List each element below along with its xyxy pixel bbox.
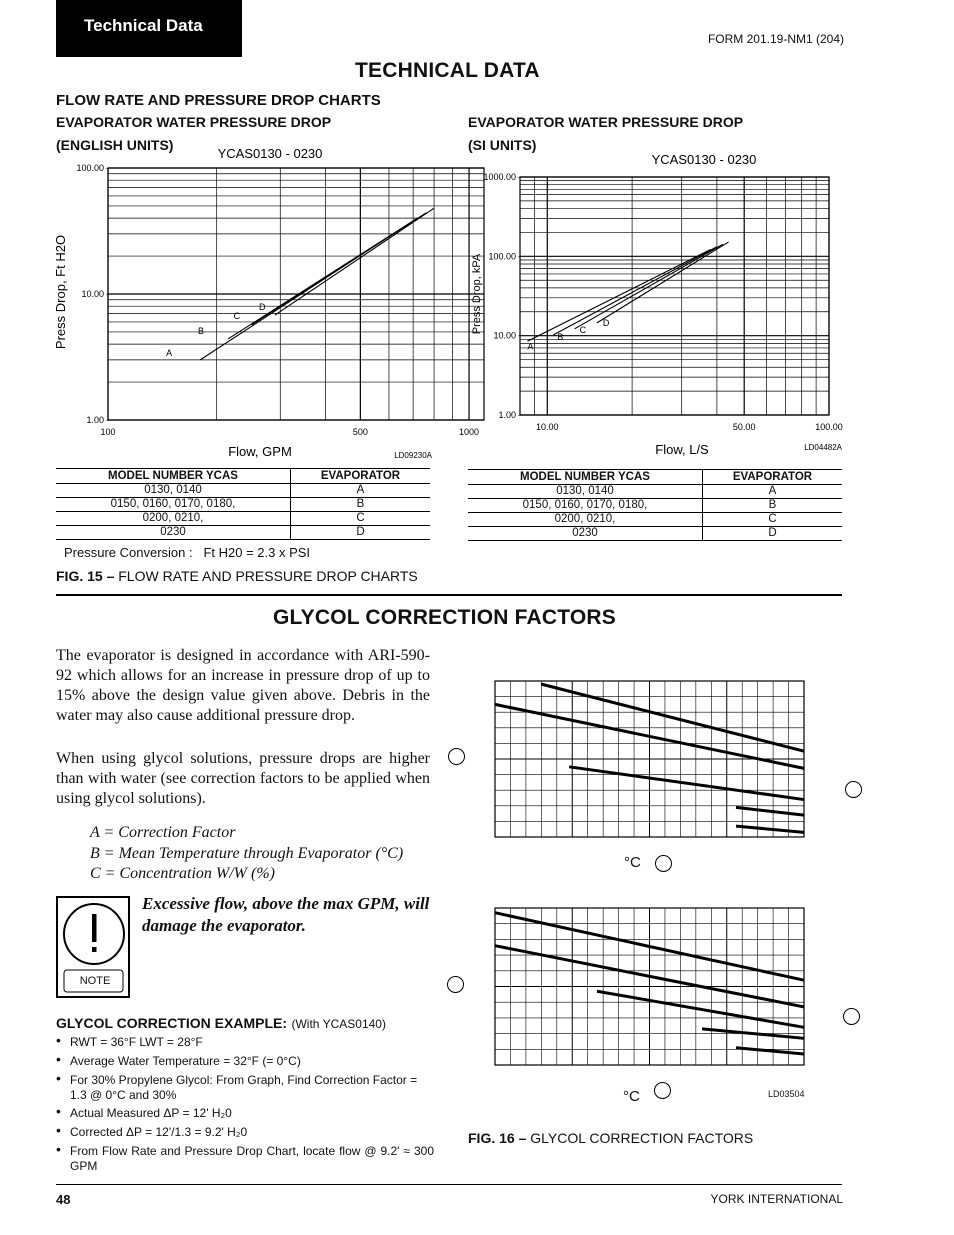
page-number: 48 (56, 1192, 71, 1207)
note-label: NOTE (79, 975, 111, 987)
graph1-label-b-circle (655, 855, 672, 872)
page-title: TECHNICAL DATA (355, 59, 540, 82)
glycol-curve (569, 767, 804, 800)
list-item: • RWT = 36°F LWT = 28°F (56, 1035, 434, 1050)
table-row (468, 485, 842, 499)
col-header-model: MODEL NUMBER YCAS (56, 469, 291, 484)
series-label-a: A (527, 341, 534, 352)
y-tick-label: 100.00 (76, 163, 104, 173)
cell-evap: A (703, 485, 843, 499)
y-tick-label: 1.00 (86, 415, 104, 425)
cell-evap: C (703, 513, 843, 527)
glycol-curve (736, 826, 804, 832)
cell-model: 0150, 0160, 0170, 0180, (56, 498, 291, 512)
chart-subtitle: YCAS0130 - 0230 (217, 146, 323, 161)
y-tick-label: 1000.00 (483, 172, 516, 182)
cell-model: 0200, 0210, (56, 512, 291, 526)
x-tick-label: 1000 (459, 427, 480, 437)
list-item: • Actual Measured ΔP = 12' H₂0 (56, 1106, 434, 1121)
list-item: • From Flow Rate and Pressure Drop Chart, locate flow @ 9.2' ≈ 300 GPM (56, 1141, 434, 1173)
bullet-text: Average Water Temperature = 32°F (= 0°C) (70, 1054, 301, 1068)
left-chart-units: (ENGLISH UNITS) (56, 137, 174, 153)
cell-evap: C (291, 512, 431, 526)
x-tick-label: 10.00 (536, 422, 559, 432)
table-row (56, 512, 430, 526)
series-line-a (527, 249, 710, 341)
y-tick-label: 100.00 (488, 251, 516, 262)
footer-divider (56, 1184, 842, 1185)
y-tick-mark: - (106, 415, 109, 425)
y-tick-label: 1.00 (498, 410, 516, 420)
model-table-left (56, 468, 430, 540)
right-chart-title: EVAPORATOR WATER PRESSURE DROP (468, 114, 744, 130)
legend-c: C = Concentration W/W (%) (90, 865, 275, 882)
graph-reference: LD03504 (768, 1089, 805, 1099)
table-row (56, 498, 430, 512)
y-tick-mark: - (518, 251, 521, 262)
x-tick-label: 50.00 (732, 422, 756, 432)
series-label-b: B (557, 331, 564, 342)
flow-heading: FLOW RATE AND PRESSURE DROP CHARTS (56, 92, 381, 109)
glycol-title: GLYCOL CORRECTION FACTORS (273, 606, 616, 629)
x-tick-label: 500 (352, 427, 368, 437)
graph1-label-a-circle (448, 748, 465, 765)
pressure-conversion: Pressure Conversion : Ft H20 = 2.3 x PSI (64, 545, 311, 560)
glycol-para-1: The evaporator is designed in accordance with ARI-590-92 which allows for an increase in pressure drop of up to 15% above the design value given above. Debris in the water may also cause additional pressure drop. (56, 647, 430, 724)
x-tick-label: 100 (100, 427, 116, 437)
series-label-d: D (258, 302, 266, 313)
y-tick-label: 10.00 (81, 289, 104, 299)
legend-b: B = Mean Temperature through Evaporator (°C) (90, 845, 404, 862)
cell-model: 0130, 0140 (468, 485, 703, 499)
table-row (56, 484, 430, 498)
company-name: YORK INTERNATIONAL (710, 1192, 843, 1206)
table-row (468, 527, 842, 541)
y-axis-label: Press Drop, kPA (471, 253, 483, 335)
cell-evap: B (703, 499, 843, 513)
form-number: FORM 201.19-NM1 (204) (707, 32, 844, 46)
series-line-c (575, 244, 723, 329)
fig15-label: FIG. 15 – (56, 568, 115, 584)
y-tick-mark: - (518, 330, 521, 341)
chart-subtitle: YCAS0130 - 0230 (651, 152, 757, 167)
example-sub: (With YCAS0140) (291, 1017, 386, 1031)
series-label-b: B (198, 325, 205, 336)
y-axis-label: Press Drop, Ft H2O (53, 234, 68, 350)
y-tick-mark: - (518, 172, 521, 182)
left-chart-title: EVAPORATOR WATER PRESSURE DROP (56, 114, 332, 130)
cell-evap: D (703, 527, 843, 541)
fig15-caption (56, 568, 418, 584)
legend-a: A = Correction Factor (90, 824, 236, 841)
series-line-c (252, 213, 426, 325)
note-box (56, 896, 130, 998)
fig16-caption (468, 1130, 753, 1146)
fig16-label: FIG. 16 – (468, 1130, 527, 1146)
glycol-graphs (440, 670, 870, 1130)
chart-reference: LD09230A (394, 451, 432, 460)
col-header-model: MODEL NUMBER YCAS (468, 470, 703, 485)
series-label-c: C (579, 324, 587, 335)
table-row (468, 513, 842, 527)
series-label-a: A (166, 347, 173, 358)
cell-model: 0130, 0140 (56, 484, 291, 498)
cell-model: 0200, 0210, (468, 513, 703, 527)
graph2-label-a-circle (447, 976, 464, 993)
fig16-text: GLYCOL CORRECTION FACTORS (530, 1130, 754, 1146)
cell-model: 0230 (56, 526, 291, 540)
list-item: • Average Water Temperature = 32°F (= 0°C) (56, 1054, 434, 1069)
graph2-label-b-circle (654, 1082, 671, 1099)
cell-model: 0150, 0160, 0170, 0180, (468, 499, 703, 513)
graph1-degc: °C (624, 854, 641, 871)
bullet-text: Corrected ΔP = 12'/1.3 = 9.2' H₂0 (70, 1125, 248, 1139)
bullet-text: Actual Measured ΔP = 12' H₂0 (70, 1106, 232, 1120)
plot-frame (520, 177, 829, 415)
cell-evap: D (291, 526, 431, 540)
bullet-text: From Flow Rate and Pressure Drop Chart, locate flow @ 9.2' ≈ 300 GPM (70, 1144, 434, 1173)
graph1-label-c-circle (845, 781, 862, 798)
example-heading (56, 1015, 386, 1033)
section-divider (56, 594, 842, 596)
section-tab: Technical Data (56, 0, 242, 57)
bullet-text: For 30% Propylene Glycol: From Graph, Find Correction Factor = 1.3 @ 0°C and 30% (70, 1073, 418, 1102)
series-line-d (275, 208, 434, 315)
table-row (468, 499, 842, 513)
fig15-text: FLOW RATE AND PRESSURE DROP CHARTS (118, 568, 418, 584)
x-tick-label: 100.00 (815, 422, 843, 432)
graph2-degc: °C (623, 1088, 640, 1105)
glycol-curve (736, 807, 804, 815)
table-row (56, 526, 430, 540)
bullet-text: RWT = 36°F LWT = 28°F (70, 1035, 203, 1049)
y-tick-mark: - (518, 410, 521, 420)
glycol-para-2: When using glycol solutions, pressure drops are higher than with water (see correction factors to be applied when using glycol solutions). (56, 750, 430, 807)
cell-model: 0230 (468, 527, 703, 541)
col-header-evaporator: EVAPORATOR (703, 470, 843, 485)
list-item: • Corrected ΔP = 12'/1.3 = 9.2' H₂0 (56, 1125, 434, 1140)
warning-text: Excessive flow, above the max GPM, will damage the evaporator. (142, 894, 430, 935)
glycol-curve (736, 1048, 804, 1054)
y-tick-mark: - (106, 163, 109, 173)
y-tick-label: 10.00 (493, 330, 516, 341)
x-axis-label: Flow, L/S (655, 442, 709, 457)
graph2-label-c-circle (843, 1008, 860, 1025)
cell-evap: A (291, 484, 431, 498)
y-tick-mark: - (106, 289, 109, 299)
list-item: • For 30% Propylene Glycol: From Graph, Find Correction Factor = 1.3 @ 0°C and 30% (56, 1073, 434, 1103)
col-header-evaporator: EVAPORATOR (291, 469, 431, 484)
series-label-d: D (602, 317, 610, 328)
series-line-d (597, 242, 729, 323)
x-axis-label: Flow, GPM (228, 444, 292, 459)
chart-si-units (460, 148, 854, 462)
cell-evap: B (291, 498, 431, 512)
model-table-right (468, 469, 842, 541)
example-title: GLYCOL CORRECTION EXAMPLE: (56, 1015, 288, 1031)
chart-reference: LD04482A (804, 443, 842, 452)
right-chart-units: (SI UNITS) (468, 137, 537, 153)
series-label-c: C (233, 310, 241, 321)
